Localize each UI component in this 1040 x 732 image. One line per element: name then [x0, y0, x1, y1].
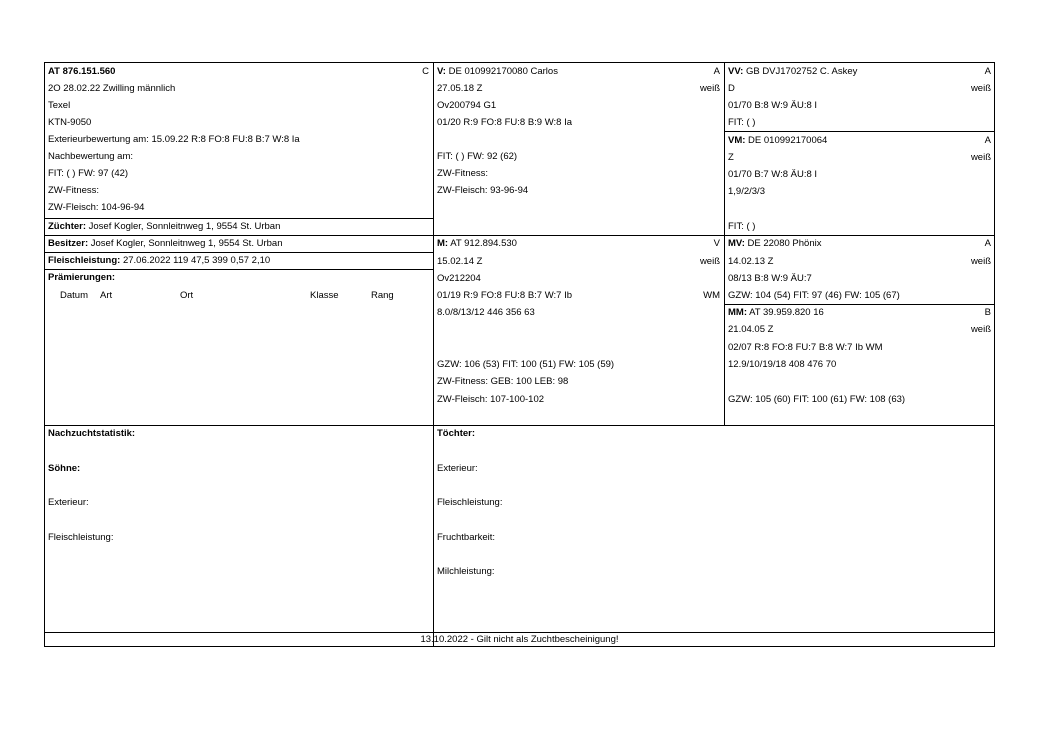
mm-id: AT 39.959.820 16	[747, 307, 824, 318]
animal-id-text: AT 876.151.560	[48, 66, 116, 77]
mv-color: weiß	[970, 256, 991, 267]
col-art: Art	[100, 290, 113, 301]
m-line3: Ov212204	[437, 273, 481, 284]
besitzer-value: Josef Kogler, Sonnleitnweg 1, 9554 St. Urban	[88, 238, 283, 249]
mv-label: MV:	[728, 238, 745, 249]
soehne-fleischleistung: Fleischleistung:	[48, 532, 114, 543]
toechter-fleischleistung: Fleischleistung:	[437, 497, 503, 508]
animal-rebewertung: Nachbewertung am:	[48, 151, 134, 162]
fleischleistung-label: Fleischleistung:	[48, 255, 121, 266]
footer-note: 13.10.2022 - Gilt nicht als Zuchtbescheinigung!	[420, 634, 619, 645]
m-zw-fleisch: ZW-Fleisch: 107-100-102	[437, 394, 545, 405]
col-rang: Rang	[371, 290, 394, 301]
m-exterior: 01/19 R:9 FO:8 FU:8 B:7 W:7 Ib	[437, 290, 572, 301]
mm-birth: 21.04.05 Z	[728, 324, 774, 335]
vv-line2: D	[728, 83, 735, 94]
toechter-milchleistung: Milchleistung:	[437, 566, 495, 577]
v-fit: FIT: ( ) FW: 92 (62)	[437, 151, 518, 162]
animal-exterior: Exterieurbewertung am: 15.09.22 R:8 FO:8 FU:8 B:7 W:8 Ia	[48, 134, 300, 145]
vm-id: DE 010992170064	[745, 135, 828, 146]
vv-color: weiß	[970, 83, 991, 94]
col-ort: Ort	[180, 290, 194, 301]
vv-fit: FIT: ( )	[728, 117, 756, 128]
vv-header	[728, 63, 857, 80]
animal-birth: 2O 28.02.22 Zwilling männlich	[48, 83, 176, 94]
zuechter-row	[48, 218, 280, 235]
praemierungen-label: Prämierungen:	[48, 272, 116, 283]
vm-line2: Z	[728, 152, 734, 163]
vm-grade: A	[984, 135, 991, 146]
vm-line3: 01/70 B:7 W:8 ÄU:8 I	[728, 169, 818, 180]
vm-header	[728, 132, 827, 149]
v-label: V:	[437, 66, 446, 77]
zuechter-label: Züchter:	[48, 221, 86, 232]
mv-birth: 14.02.13 Z	[728, 256, 774, 267]
col-klasse: Klasse	[310, 290, 339, 301]
divider	[433, 62, 434, 647]
mm-line4: 12.9/10/19/18 408 476 70	[728, 359, 837, 370]
toechter-fruchtbarkeit: Fruchtbarkeit:	[437, 532, 496, 543]
animal-zw-fleisch: ZW-Fleisch: 104-96-94	[48, 202, 145, 213]
m-gzw: GZW: 106 (53) FIT: 100 (51) FW: 105 (59)	[437, 359, 615, 370]
m-wm: WM	[703, 290, 720, 301]
v-zw-fitness: ZW-Fitness:	[437, 168, 489, 179]
vm-line4: 1,9/2/3/3	[728, 186, 765, 197]
mm-grade: B	[984, 307, 991, 318]
mv-gzw: GZW: 104 (54) FIT: 97 (46) FW: 105 (67)	[728, 290, 900, 301]
mm-label: MM:	[728, 307, 747, 318]
mv-id: DE 22080 Phönix	[744, 238, 822, 249]
col-datum: Datum	[60, 290, 88, 301]
nachzucht-title	[48, 425, 135, 442]
m-id: AT 912.894.530	[448, 238, 517, 249]
mm-exterior: 02/07 R:8 FO:8 FU:7 B:8 W:7 Ib WM	[728, 342, 883, 353]
soehne-title-text: Söhne:	[48, 463, 81, 474]
vm-color: weiß	[970, 152, 991, 163]
m-birth: 15.02.14 Z	[437, 256, 483, 267]
divider	[44, 425, 995, 426]
toechter-title-text: Töchter:	[437, 428, 475, 439]
v-zw-fleisch: ZW-Fleisch: 93-96-94	[437, 185, 529, 196]
animal-id	[48, 63, 115, 80]
v-birth: 27.05.18 Z	[437, 83, 483, 94]
v-exterior: 01/20 R:9 FO:8 FU:8 B:9 W:8 Ia	[437, 117, 572, 128]
v-id: DE 010992170080 Carlos	[445, 66, 558, 77]
m-header	[437, 235, 517, 252]
animal-breed: Texel	[48, 100, 71, 111]
vv-line3: 01/70 B:8 W:9 ÄU:8 I	[728, 100, 818, 111]
v-grade: A	[713, 66, 720, 77]
animal-tag: KTN-9050	[48, 117, 92, 128]
besitzer-label: Besitzer:	[48, 238, 89, 249]
vm-label: VM:	[728, 135, 746, 146]
vv-label: VV:	[728, 66, 744, 77]
mv-grade: A	[984, 238, 991, 249]
vm-fit: FIT: ( )	[728, 221, 756, 232]
animal-fit: FIT: ( ) FW: 97 (42)	[48, 168, 129, 179]
mv-header	[728, 235, 821, 252]
m-zw-fitness: ZW-Fitness: GEB: 100 LEB: 98	[437, 376, 569, 387]
soehne-exterieur: Exterieur:	[48, 497, 89, 508]
m-color: weiß	[699, 256, 720, 267]
nachzucht-title-text: Nachzuchtstatistik:	[48, 428, 136, 439]
fleischleistung-row	[48, 252, 270, 269]
v-header	[437, 63, 558, 80]
toechter-title	[437, 425, 475, 442]
v-line3: Ov200794 G1	[437, 100, 497, 111]
mm-header	[728, 304, 824, 321]
zuechter-value: Josef Kogler, Sonnleitnweg 1, 9554 St. Urban	[86, 221, 281, 232]
m-grade: V	[713, 238, 720, 249]
mm-gzw: GZW: 105 (60) FIT: 100 (61) FW: 108 (63)	[728, 394, 906, 405]
vv-grade: A	[984, 66, 991, 77]
praemierungen-title	[48, 269, 115, 286]
fleischleistung-value: 27.06.2022 119 47,5 399 0,57 2,10	[120, 255, 271, 266]
mm-color: weiß	[970, 324, 991, 335]
animal-zw-fitness: ZW-Fitness:	[48, 185, 100, 196]
animal-class: C	[422, 66, 429, 77]
soehne-title	[48, 460, 80, 477]
vv-id: GB DVJ1702752 C. Askey	[743, 66, 858, 77]
v-color: weiß	[699, 83, 720, 94]
divider	[724, 62, 725, 425]
toechter-exterieur: Exterieur:	[437, 463, 478, 474]
besitzer-row	[48, 235, 282, 252]
m-line5: 8.0/8/13/12 446 356 63	[437, 307, 535, 318]
mv-line3: 08/13 B:8 W:9 ÄU:7	[728, 273, 812, 284]
m-label: M:	[437, 238, 449, 249]
